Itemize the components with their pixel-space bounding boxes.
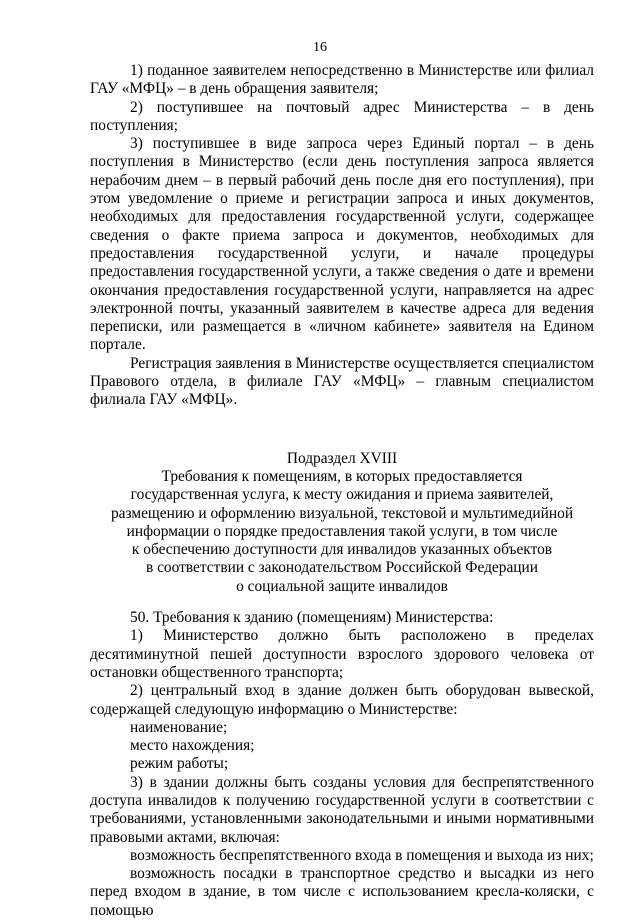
subsection-heading-line: Требования к помещениям, в которых предоставляется bbox=[161, 467, 523, 485]
list-item-schedule: режим работы; bbox=[130, 755, 229, 773]
subsection-title: Подраздел XVIII bbox=[286, 449, 398, 467]
paragraph-item-2-signboard: 2) центральный вход в здание должен быть оборудован вывеской, содержащей следующую информацию о Министерстве: bbox=[90, 682, 594, 718]
paragraph-item-3: 3) поступившее в виде запроса через Единый портал – в день поступления в Министерство (если день поступления запроса является нерабочим днем – в первый рабочий день после дня его поступления), при этом уведомление о приеме и регистрации запроса и иных документов, необходимых для предоставления государственной услуги, содержащее сведения о факте приема запроса и документов, необходимых для предоставления государственной услуги, и начале процедуры предоставления государственной услуги, а также сведения о дате и времени окончания предоставления государственной услуги, направляется на адрес электронной почты, указанный заявителем в качестве адреса для ведения переписки, или размещается в «личном кабинете» заявителя на Едином портале. bbox=[90, 135, 594, 354]
list-item-name: наименование; bbox=[130, 718, 228, 736]
subsection-heading-line: о социальной защите инвалидов bbox=[236, 577, 448, 595]
subsection-heading-line: государственная услуга, к месту ожидания и приема заявителей, bbox=[130, 486, 554, 504]
subsection-heading bbox=[90, 450, 594, 596]
subsection-heading-line: информации о порядке предоставления такой услуги, в том числе bbox=[126, 522, 558, 540]
paragraph-registration: Регистрация заявления в Министерстве осуществляется специалистом Правового отдела, в филиале ГАУ «МФЦ» – главным специалистом филиала ГАУ «МФЦ». bbox=[90, 354, 594, 409]
page-number: 16 bbox=[313, 40, 327, 55]
paragraph-transport: возможность посадки в транспортное средство и высадки из него перед входом в здание, в том числе с использованием кресла-коляски, с помощью bbox=[90, 865, 594, 919]
paragraph-item-3-accessibility: 3) в здании должны быть созданы условия для беспрепятственного доступа инвалидов к получению государственной услуги в соответствии с требованиями, установленными законодательными и иными нормативными правовыми актами, включая: bbox=[90, 773, 594, 846]
paragraph-50-heading: 50. Требования к зданию (помещениям) Министерства: bbox=[130, 609, 494, 627]
paragraph-entry-exit: возможность беспрепятственного входа в помещения и выхода из них; bbox=[130, 846, 594, 864]
list-item-location: место нахождения; bbox=[130, 737, 255, 755]
document-body bbox=[90, 62, 594, 920]
subsection-heading-line: в соответствии с законодательством Российской Федерации bbox=[145, 559, 538, 577]
paragraph-item-2: 2) поступившее на почтовый адрес Министерства – в день поступления; bbox=[90, 98, 594, 134]
subsection-heading-line: к обеспечению доступности для инвалидов указанных объектов bbox=[131, 541, 553, 559]
paragraph-item-1-location: 1) Министерство должно быть расположено в пределах десятиминутной пешей доступности взрослого здорового человека от остановки общественного транспорта; bbox=[90, 627, 594, 681]
subsection-heading-line: размещению и оформлению визуальной, текстовой и мультимедийной bbox=[110, 504, 574, 522]
paragraph-item-1: 1) поданное заявителем непосредственно в Министерстве или филиал ГАУ «МФЦ» – в день обращения заявителя; bbox=[90, 62, 594, 98]
